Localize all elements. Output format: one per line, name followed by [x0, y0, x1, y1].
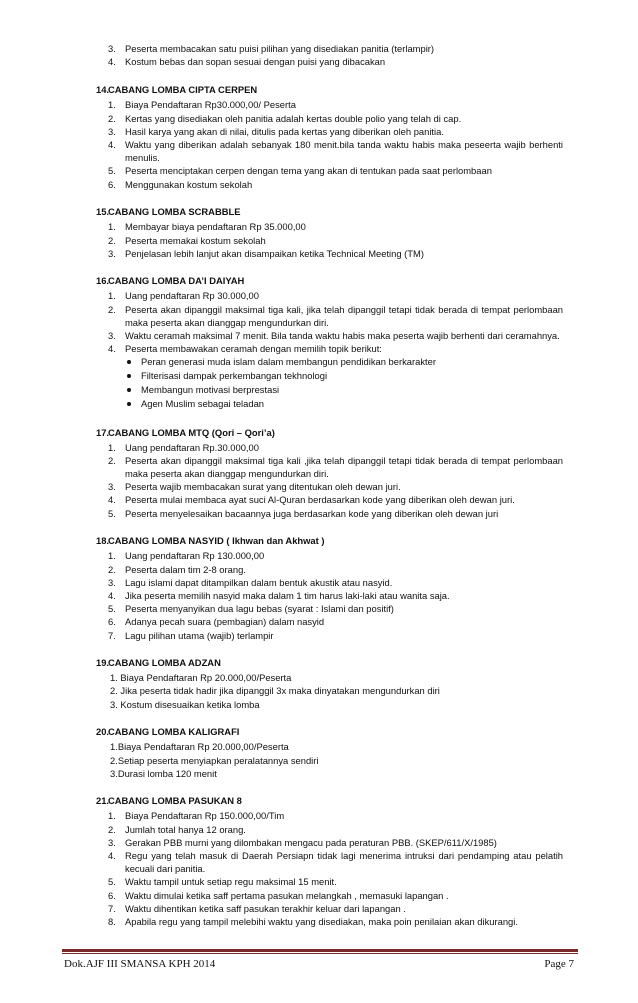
item-number: 5.: [108, 603, 116, 615]
rule-item: [108, 441, 563, 454]
rule-section: [96, 205, 563, 260]
item-number: 3.: [108, 43, 116, 54]
item-text: Peserta mulai membaca ayat suci Al-Quran berdasarkan kode yang diberikan oleh dewan juri.: [125, 494, 515, 506]
rule-section: [96, 426, 563, 520]
rule-item: [108, 507, 563, 520]
item-number: 4.: [108, 56, 116, 68]
section-number: 21.: [96, 795, 110, 807]
intro-item: [108, 55, 563, 68]
item-text: Peserta menciptakan cerpen dengan tema yang akan di tentukan pada saat perlombaan: [125, 165, 492, 177]
rule-item: [108, 849, 563, 875]
section-items: [108, 98, 563, 190]
item-number: 4.: [108, 343, 116, 355]
item-number: 4.: [108, 850, 116, 862]
section-number: 18.: [96, 535, 110, 547]
topic-bullet: [125, 383, 563, 397]
rule-item: [108, 889, 563, 902]
item-text: Biaya Pendaftaran Rp30.000,00/ Peserta: [125, 99, 296, 111]
item-number: 1.: [108, 221, 116, 233]
item-text: Apabila regu yang tampil melebihi waktu yang disediakan, maka poin penilaian akan dikurangi.: [125, 916, 518, 928]
section-heading: [96, 83, 563, 97]
rule-line: 1.Biaya Pendaftaran Rp 20.000,00/Peserta: [110, 741, 289, 753]
rule-section: [96, 794, 563, 928]
section-items: [108, 220, 563, 260]
item-text: Jika peserta memilih nasyid maka dalam 1 tim harus laki-laki atau wanita saja.: [125, 589, 450, 601]
item-number: 1.: [108, 99, 116, 111]
item-text: Uang pendaftaran Rp 130.000,00: [125, 550, 265, 562]
rule-item: [108, 576, 563, 589]
rule-line: 2. Jika peserta tidak hadir jika dipanggil 3x maka dinyatakan mengundurkan diri: [110, 685, 440, 697]
section-number: 20.: [96, 726, 110, 738]
item-text: Peserta akan dipanggil maksimal tiga kali ,jika telah dipanggil tetapi tidak berada di tempat perlombaan maka peserta akan dianggap mengundurkan diri.: [125, 454, 563, 479]
item-number: 4.: [108, 139, 116, 151]
item-number: 2.: [108, 234, 116, 246]
item-text: Penjelasan lebih lanjut akan disampaikan ketika Technical Meeting (TM): [125, 247, 424, 259]
item-text: Uang pendaftaran Rp.30.000,00: [125, 441, 259, 453]
rule-item: [108, 915, 563, 928]
section-number: 19.: [96, 657, 110, 669]
topic-bullet: [125, 397, 563, 411]
item-number: 6.: [108, 178, 116, 190]
rule-item: [108, 454, 563, 480]
item-text: Regu yang telah masuk di Daerah Persiapn tidak lagi menerima intruksi dari pendamping atau pelatih kecuali dari panitia.: [125, 850, 563, 875]
section-number: 16.: [96, 275, 110, 287]
rule-item: [108, 563, 563, 576]
section-number: 15.: [96, 206, 110, 218]
item-text: Peserta menyanyikan dua lagu bebas (syarat : Islami dan positif): [125, 603, 394, 615]
section-heading: [96, 205, 563, 219]
rule-item: [108, 823, 563, 836]
footer-page-number: Page 7: [544, 958, 574, 970]
item-text: Waktu yang diberikan adalah sebanyak 180 menit.bila tanda waktu habis maka peseerta wajib berhenti menulis.: [125, 139, 563, 164]
item-text: Lagu pilihan utama (wajib) terlampir: [125, 629, 274, 641]
item-number: 8.: [108, 916, 116, 928]
item-number: 1.: [108, 810, 116, 822]
item-text: Menggunakan kostum sekolah: [125, 178, 253, 190]
item-text: Peserta akan dipanggil maksimal tiga kali, jika telah dipanggil tetapi tidak berada di tempat perlombaan maka peserta akan dianggap mengundurkan diri.: [125, 303, 563, 328]
intro-item: [108, 42, 563, 55]
rule-item: [108, 164, 563, 177]
item-number: 3.: [108, 481, 116, 493]
rule-item: [108, 589, 563, 602]
section-title: CABANG LOMBA SCRABBLE: [108, 206, 241, 218]
bullet-text: Membangun motivasi berprestasi: [141, 384, 280, 396]
item-text: Peserta memakai kostum sekolah: [125, 234, 266, 246]
item-text: Uang pendaftaran Rp 30.000,00: [125, 290, 259, 302]
section-title: CABANG LOMBA ADZAN: [108, 657, 221, 669]
item-number: 5.: [108, 507, 116, 519]
section-heading: [96, 656, 563, 670]
section-heading: [96, 534, 563, 548]
item-number: 4.: [108, 589, 116, 601]
section-heading: [96, 794, 563, 808]
item-number: 5.: [108, 876, 116, 888]
item-number: 6.: [108, 889, 116, 901]
item-text: Lagu islami dapat ditampilkan dalam bentuk akustik atau nasyid.: [125, 576, 393, 588]
item-number: 2.: [108, 454, 116, 466]
rule-item: [108, 289, 563, 302]
rule-item: [108, 247, 563, 260]
item-number: 3.: [108, 330, 116, 342]
rule-item: [108, 112, 563, 125]
item-text: Adanya pecah suara (pembagian) dalam nasyid: [125, 616, 325, 628]
rule-item: [108, 138, 563, 164]
rule-item: [108, 615, 563, 628]
item-text: Peserta membawakan ceramah dengan memilih topik berikut:: [125, 343, 382, 355]
section-items: [108, 671, 563, 711]
rule-section: [96, 83, 563, 190]
item-number: 3.: [108, 125, 116, 137]
item-number: 3.: [108, 836, 116, 848]
rule-item: [108, 234, 563, 247]
rule-item: [108, 303, 563, 329]
rule-item: [108, 220, 563, 233]
section-title: CABANG LOMBA PASUKAN 8: [108, 795, 242, 807]
bullet-text: Filterisasi dampak perkembangan tekhnologi: [141, 370, 328, 382]
section-items: [108, 441, 563, 520]
item-text: Hasil karya yang akan di nilai, ditulis pada kertas yang diberikan oleh panitia.: [125, 125, 444, 137]
rule-item: [108, 902, 563, 915]
bullet-dot-icon: [127, 374, 131, 378]
section-number: 14.: [96, 84, 110, 96]
rule-section: [96, 274, 563, 411]
footer-doc-id: Dok.AJF III SMANSA KPH 2014: [64, 958, 216, 970]
section-items: [108, 289, 563, 411]
section-heading: [96, 725, 563, 739]
item-number: 1.: [108, 290, 116, 302]
item-number: 3.: [108, 576, 116, 588]
item-text: Kostum bebas dan sopan sesuai dengan puisi yang dibacakan: [125, 56, 386, 68]
rule-item: [108, 342, 563, 355]
section-title: CABANG LOMBA DA’I DAIYAH: [108, 275, 245, 287]
item-number: 7.: [108, 902, 116, 914]
section-title: CABANG LOMBA MTQ (Qori – Qori’a): [108, 426, 275, 438]
item-text: Peserta dalam tim 2-8 orang.: [125, 563, 246, 575]
rule-item: [108, 329, 563, 342]
rule-item: [108, 98, 563, 111]
footer-rule: [62, 949, 578, 952]
item-text: Gerakan PBB murni yang dilombakan mengacu pada peraturan PBB. (SKEP/611/X/1985): [125, 836, 497, 848]
section-items: [108, 809, 563, 928]
item-number: 2.: [108, 563, 116, 575]
section-items: [108, 549, 563, 641]
topic-bullet: [125, 369, 563, 383]
topic-bullet-list: [125, 355, 563, 411]
rule-item: [108, 875, 563, 888]
item-number: 3.: [108, 247, 116, 259]
bullet-dot-icon: [127, 360, 131, 364]
item-text: Waktu ceramah maksimal 7 menit. Bila tanda waktu habis maka peserta wajib berhenti dari ceramahnya.: [125, 330, 560, 342]
item-number: 1.: [108, 550, 116, 562]
item-number: 7.: [108, 629, 116, 641]
item-text: Waktu tampil untuk setiap regu maksimal 15 menit.: [125, 876, 337, 888]
rule-item: [108, 602, 563, 615]
rule-section: [96, 725, 563, 780]
bullet-dot-icon: [127, 388, 131, 392]
item-text: Jumlah total hanya 12 orang.: [125, 823, 246, 835]
item-number: 2.: [108, 823, 116, 835]
rule-item: [108, 125, 563, 138]
sections-list: [96, 83, 563, 928]
section-heading: [96, 274, 563, 288]
item-number: 5.: [108, 165, 116, 177]
section-title: CABANG LOMBA NASYID ( Ikhwan dan Akhwat ): [108, 535, 325, 547]
item-number: 2.: [108, 303, 116, 315]
section-items: [108, 740, 563, 780]
topic-bullet: [125, 355, 563, 369]
rule-item: [108, 809, 563, 822]
bullet-dot-icon: [127, 402, 131, 406]
section-number: 17.: [96, 426, 110, 438]
rule-item: [108, 480, 563, 493]
rule-item: [108, 629, 563, 642]
bullet-text: Agen Muslim sebagai teladan: [141, 398, 264, 410]
rule-item: [108, 836, 563, 849]
document-body: [96, 42, 563, 928]
rule-section: [96, 656, 563, 711]
rule-item: [108, 493, 563, 506]
item-text: Waktu dihentikan ketika saff pasukan terakhir keluar dari lapangan .: [125, 902, 406, 914]
item-number: 1.: [108, 441, 116, 453]
footer-rule-thin: [62, 953, 578, 954]
item-number: 2.: [108, 112, 116, 124]
item-text: Biaya Pendaftaran Rp 150.000,00/Tim: [125, 810, 285, 822]
section-title: CABANG LOMBA CIPTA CERPEN: [108, 84, 258, 96]
rule-section: [96, 534, 563, 641]
item-number: 4.: [108, 494, 116, 506]
rule-line: 3. Kostum disesuaikan ketika lomba: [110, 698, 260, 710]
bullet-text: Peran generasi muda islam dalam membangun pendidikan berkarakter: [141, 356, 436, 368]
rule-line: 1. Biaya Pendaftaran Rp 20.000,00/Peserta: [110, 672, 292, 684]
intro-list: [108, 42, 563, 68]
item-text: Peserta menyelesaikan bacaannya juga berdasarkan kode yang diberikan oleh dewan juri: [125, 507, 499, 519]
item-text: Peserta wajib membacakan surat yang ditentukan oleh dewan juri.: [125, 481, 401, 493]
item-text: Peserta membacakan satu puisi pilihan yang disediakan panitia (terlampir): [125, 43, 435, 54]
item-text: Kertas yang disediakan oleh panitia adalah kertas double polio yang telah di cap.: [125, 112, 462, 124]
section-title: CABANG LOMBA KALIGRAFI: [108, 726, 240, 738]
item-text: Waktu dimulai ketika saff pertama pasukan melangkah , memasuki lapangan .: [125, 889, 449, 901]
rule-line: 3.Durasi lomba 120 menit: [110, 767, 217, 779]
rule-item: [108, 549, 563, 562]
section-heading: [96, 426, 563, 440]
rule-line: 2.Setiap peserta menyiapkan peralatannya sendiri: [110, 754, 319, 766]
item-text: Membayar biaya pendaftaran Rp 35.000,00: [125, 221, 306, 233]
item-number: 6.: [108, 616, 116, 628]
rule-item: [108, 178, 563, 191]
